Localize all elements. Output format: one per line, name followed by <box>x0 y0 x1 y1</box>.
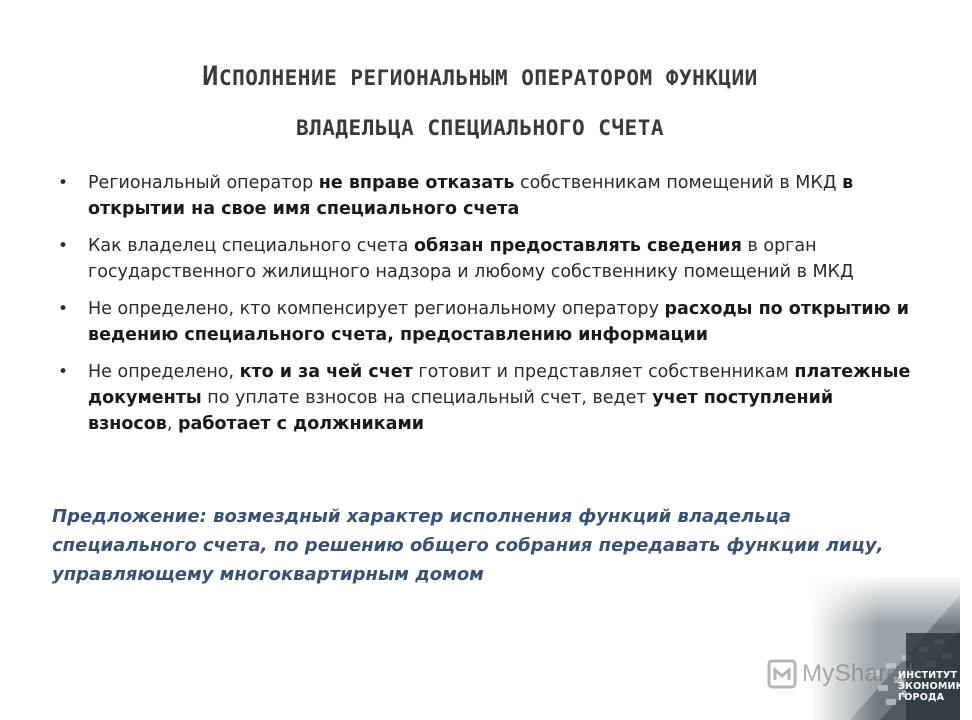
bullet-item <box>52 359 912 437</box>
bullet-item <box>52 296 912 348</box>
bullet-item <box>52 170 912 222</box>
bullet-emphasis: не вправе отказать <box>318 173 515 193</box>
bullet-list <box>52 170 912 448</box>
bullet-text: готовит и представляет собственникам <box>412 362 795 382</box>
institute-logo-line: ИНСТИТУТ <box>898 670 958 681</box>
bullet-emphasis: работает с должниками <box>177 414 425 434</box>
slide-title <box>40 52 920 153</box>
watermark-logo-icon <box>766 658 798 690</box>
bullet-text: Как владелец специального счета <box>88 236 414 256</box>
title-line-1 <box>40 52 920 103</box>
title-line-2: ВЛАДЕЛЬЦА СПЕЦИАЛЬНОГО СЧЕТА <box>295 116 664 140</box>
watermark-text: MyShared <box>802 660 914 687</box>
bullet-emphasis: расходы по открытию и ведению специального счета, предоставлению информации <box>88 299 909 345</box>
institute-logo-line: ЭКОНОМИКИ <box>898 681 972 692</box>
institute-logo <box>898 670 972 703</box>
title-first-letter: И <box>202 61 219 92</box>
bullet-text: по уплате взносов на специальный счет, ведет <box>201 388 653 408</box>
bullet-item <box>52 233 912 285</box>
bullet-marker: • <box>58 173 69 193</box>
bullet-text: Не определено, <box>88 362 240 382</box>
bullet-marker: • <box>58 299 69 319</box>
institute-logo-line: ГОРОДА <box>898 692 945 703</box>
proposal-text: Предложение: возмездный характер исполнения функций владельца специального счета, по решению общего собрания передавать функции лицу, управляющему многоквартирным домом <box>52 506 884 585</box>
bullet-text: Региональный оператор <box>88 173 319 193</box>
bullet-text: собственникам помещений в МКД <box>514 173 843 193</box>
bullet-text: Не определено, кто компенсирует региональному оператору <box>88 299 665 319</box>
bullet-text: в орган государственного жилищного надзора и любому собственнику помещений в МКД <box>88 236 854 282</box>
bullet-emphasis: кто и за чей счет <box>239 362 413 382</box>
bullet-emphasis: платежные документы <box>88 362 911 408</box>
bullet-marker: • <box>58 236 69 256</box>
watermark <box>766 654 916 694</box>
bullet-text: , <box>166 414 178 434</box>
title-line-1-rest: СПОЛНЕНИЕ РЕГИОНАЛЬНЫМ ОПЕРАТОРОМ ФУНКЦИИ <box>218 66 758 90</box>
bullet-marker: • <box>58 362 69 382</box>
bullet-emphasis: учет поступлений взносов <box>88 388 834 434</box>
bullet-emphasis: обязан предоставлять сведения <box>413 236 742 256</box>
bullet-emphasis: в открытии на свое имя специального счета <box>88 173 854 219</box>
